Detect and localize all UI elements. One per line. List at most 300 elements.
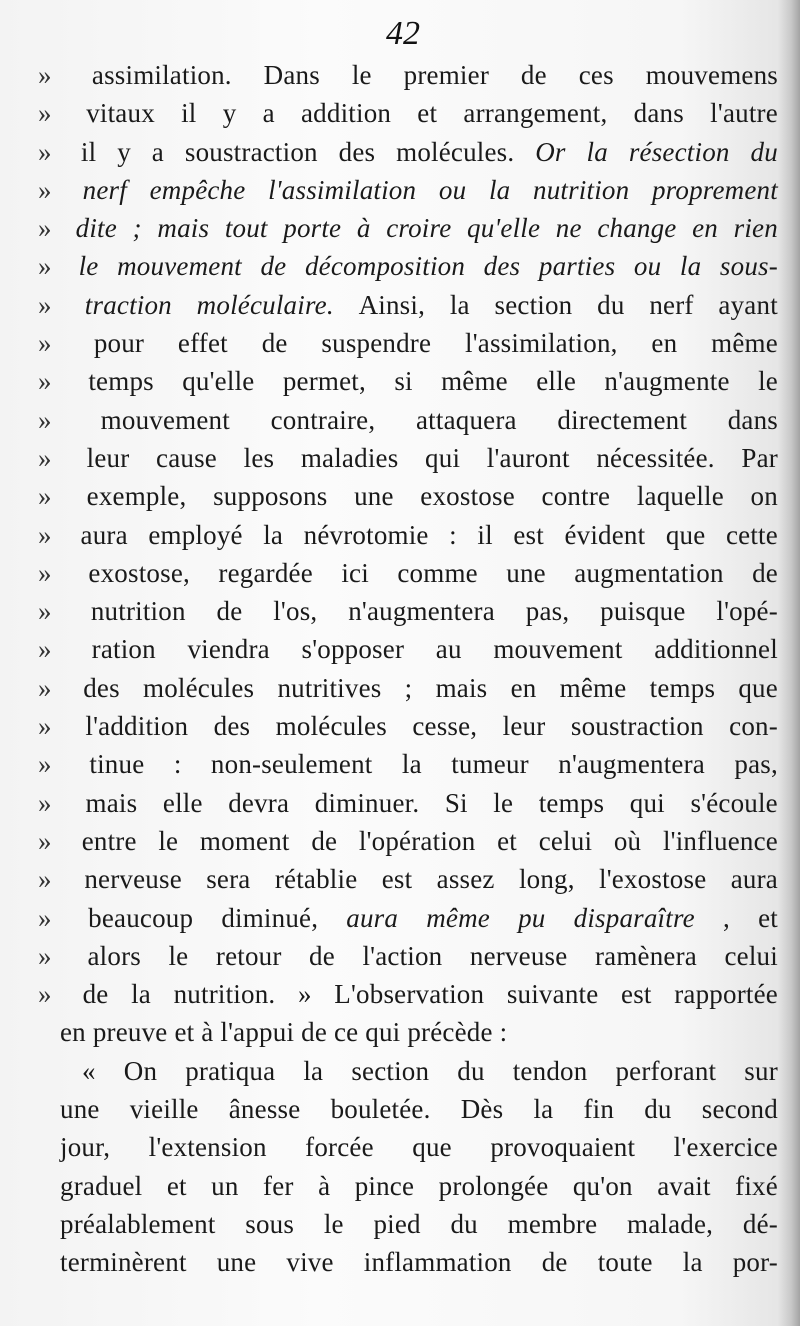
text-word: section: [494, 289, 573, 320]
text-word: supposons: [213, 481, 328, 512]
text-word: l'action: [362, 940, 443, 971]
text-line: [38, 745, 778, 783]
text-word: le: [351, 60, 372, 90]
text-word: addition: [301, 98, 392, 129]
text-word: si: [394, 366, 413, 397]
text-word: terminèrent: [60, 1247, 187, 1278]
text-line: [38, 477, 778, 515]
text-word: molécules.: [396, 136, 515, 167]
text-word: de: [752, 557, 778, 588]
text-word: molécules: [143, 672, 255, 703]
text-line: [38, 784, 778, 822]
text-word: tinue: [89, 749, 145, 780]
text-word: malade,: [627, 1208, 714, 1239]
text-word: moment: [199, 825, 290, 856]
text-word: l'addition: [85, 711, 189, 742]
guillemet-mark: »: [38, 366, 52, 397]
text-word: Par: [741, 442, 778, 473]
text-word: «: [82, 1055, 96, 1086]
text-word: une: [60, 1094, 100, 1125]
text-word: beaucoup: [88, 902, 194, 933]
text-word: leur: [502, 711, 546, 742]
text-word: des: [338, 136, 376, 167]
text-word: à: [318, 1170, 331, 1201]
guillemet-mark: »: [38, 749, 52, 780]
text-word: celui: [724, 940, 778, 971]
text-word: forcée: [305, 1132, 374, 1163]
text-word: traction: [84, 289, 172, 320]
page-edge-shadow: [778, 0, 800, 1326]
text-word: elle: [162, 787, 203, 818]
text-word: jour,: [60, 1132, 111, 1163]
text-word: directement: [557, 404, 688, 435]
text-word: et: [497, 825, 517, 856]
text-word: molécules: [275, 711, 387, 742]
text-word: il: [477, 519, 493, 550]
text-line: [38, 669, 778, 707]
text-line: [38, 439, 778, 477]
page-number: 42: [386, 15, 420, 52]
guillemet-mark: »: [38, 60, 52, 90]
text-line: [38, 209, 778, 247]
text-word: où: [613, 825, 642, 856]
text-word: qui: [425, 442, 461, 473]
text-word: des: [213, 711, 251, 742]
text-word: bouletée.: [330, 1094, 431, 1125]
text-word: mais: [157, 213, 210, 244]
text-word: additionnel: [654, 634, 778, 665]
text-word: soustraction: [570, 711, 704, 742]
text-word: perforant: [615, 1055, 717, 1086]
text-word: qu'elle: [467, 213, 541, 244]
text-word: rétablie: [274, 864, 358, 895]
guillemet-mark: »: [38, 864, 52, 895]
text-word: contre: [541, 481, 611, 512]
text-word: le: [758, 366, 778, 397]
text-word: alors: [87, 940, 141, 971]
text-word: qu'elle: [182, 366, 255, 397]
text-word: du: [450, 1208, 478, 1239]
text-word: et: [758, 902, 778, 933]
text-word: mais: [435, 672, 488, 703]
text-word: sera: [206, 864, 251, 895]
guillemet-mark: »: [38, 213, 52, 244]
text-word: tumeur: [451, 749, 529, 780]
text-word: provoquaient: [490, 1132, 636, 1163]
text-word: a: [262, 98, 275, 129]
text-word: nutrition: [533, 174, 630, 205]
text-word: aura: [80, 519, 128, 550]
text-word: pratiqua: [185, 1055, 276, 1086]
text-word: sous: [245, 1208, 295, 1239]
text-word: est: [513, 519, 544, 550]
text-word: même: [441, 366, 508, 397]
text-word: de: [82, 979, 109, 1010]
text-word: mais: [85, 787, 138, 818]
text-word: celui: [538, 825, 593, 856]
text-word: l'opération: [358, 825, 476, 856]
text-line: [38, 94, 778, 132]
text-word: du: [457, 1055, 485, 1086]
guillemet-mark: »: [38, 328, 52, 359]
text-word: augmentation: [574, 557, 724, 588]
text-word: empêche: [149, 174, 246, 205]
text-word: Dans: [263, 60, 320, 90]
text-word: toute: [597, 1247, 653, 1278]
text-word: nutrition: [90, 596, 186, 627]
text-word: une: [354, 481, 394, 512]
text-word: suivante: [506, 979, 599, 1010]
text-word: résection: [628, 136, 730, 167]
text-word: On: [123, 1055, 158, 1086]
text-word: graduel: [60, 1170, 143, 1201]
text-word: de: [261, 328, 288, 359]
text-word: de: [520, 60, 547, 90]
guillemet-mark: »: [38, 174, 52, 205]
text-word: mouvement: [100, 404, 230, 435]
text-word: Si: [444, 787, 468, 818]
text-word: fin: [583, 1094, 615, 1125]
text-word: dans: [633, 98, 684, 129]
text-line: [38, 1013, 778, 1051]
text-word: exostose,: [88, 557, 190, 588]
text-word: ration: [91, 634, 156, 665]
body-text: [38, 56, 778, 1282]
text-line: [38, 860, 778, 898]
text-word: que: [412, 1132, 452, 1163]
text-line: [38, 1243, 778, 1281]
text-word: »: [297, 979, 312, 1010]
text-word: por-: [732, 1247, 778, 1278]
text-word: la: [682, 1247, 703, 1278]
text-word: regardée: [218, 557, 313, 588]
guillemet-mark: »: [38, 519, 52, 550]
text-word: pour: [93, 328, 145, 359]
text-word: porte: [283, 213, 342, 244]
text-segment: en preuve et à l'appui de ce qui précède :: [60, 1017, 508, 1048]
text-word: croire: [386, 213, 452, 244]
text-line: [38, 56, 778, 94]
text-word: parties: [538, 251, 616, 282]
text-word: ici: [341, 557, 369, 588]
text-word: l'exercice: [673, 1132, 778, 1163]
text-word: sous-: [719, 251, 778, 282]
text-word: de: [309, 940, 335, 971]
text-line: [38, 899, 778, 937]
text-word: temps: [88, 366, 154, 397]
text-word: puisque: [600, 596, 686, 627]
text-word: il: [80, 136, 97, 167]
text-word: entre: [81, 825, 137, 856]
text-word: et: [417, 98, 438, 129]
guillemet-mark: »: [38, 442, 52, 473]
text-word: l'autre: [710, 98, 778, 129]
text-word: vive: [286, 1247, 334, 1278]
text-word: le: [158, 825, 179, 856]
guillemet-mark: »: [38, 481, 52, 512]
text-word: des: [83, 672, 120, 703]
text-word: con-: [729, 711, 778, 742]
text-word: elle: [536, 366, 577, 397]
text-word: vieille: [129, 1094, 199, 1125]
text-word: fer: [263, 1170, 294, 1201]
text-word: dite: [75, 213, 117, 244]
text-word: ayant: [718, 289, 778, 320]
text-word: assez: [436, 864, 495, 895]
text-line: [38, 707, 778, 745]
text-word: est: [621, 979, 652, 1010]
text-word: :: [173, 749, 182, 780]
text-word: vitaux: [86, 98, 155, 129]
guillemet-mark: »: [38, 251, 52, 282]
text-line: [38, 937, 778, 975]
text-word: temps: [649, 672, 716, 703]
text-word: la: [679, 251, 702, 282]
text-word: n'augmentera: [348, 596, 495, 627]
text-word: cesse,: [412, 711, 478, 742]
text-word: exostose: [420, 481, 515, 512]
text-word: le: [78, 251, 99, 282]
text-word: névrotomie: [303, 519, 429, 550]
text-word: employé: [148, 519, 243, 550]
text-word: ;: [132, 213, 142, 244]
text-word: la: [488, 174, 511, 205]
text-word: effet: [177, 328, 228, 359]
text-word: ânesse: [228, 1094, 301, 1125]
text-word: l'assimilation,: [465, 328, 618, 359]
text-word: du: [644, 1094, 672, 1125]
text-word: dé-: [742, 1208, 778, 1239]
text-line: [38, 362, 778, 400]
text-word: Or: [535, 136, 566, 167]
text-word: maladies: [300, 442, 399, 473]
text-word: de: [311, 825, 338, 856]
guillemet-mark: »: [38, 289, 52, 320]
text-word: non-seulement: [210, 749, 373, 780]
text-word: s'opposer: [301, 634, 405, 665]
text-word: mouvement: [117, 251, 242, 282]
text-word: premier: [403, 60, 490, 90]
text-word: ne: [555, 213, 582, 244]
text-line: [38, 975, 778, 1013]
text-word: ces: [578, 60, 614, 90]
text-word: ;: [404, 672, 413, 703]
guillemet-mark: »: [38, 634, 52, 665]
text-word: tendon: [512, 1055, 588, 1086]
text-line: [38, 1128, 778, 1166]
text-word: soustraction: [184, 136, 318, 167]
text-word: la: [449, 289, 470, 320]
text-word: pu: [518, 902, 546, 933]
text-line: [38, 286, 778, 324]
text-word: et: [166, 1170, 187, 1201]
text-word: la: [303, 1055, 324, 1086]
text-word: avait: [657, 1170, 711, 1201]
text-word: le: [493, 787, 514, 818]
text-word: le: [323, 1208, 344, 1239]
text-word: même: [711, 328, 778, 359]
text-word: à: [356, 213, 371, 244]
text-word: on: [750, 481, 778, 512]
text-word: a: [151, 136, 164, 167]
text-word: laquelle: [636, 481, 724, 512]
text-word: qui: [629, 787, 665, 818]
text-word: il: [181, 98, 197, 129]
text-word: long,: [518, 864, 575, 895]
text-word: nutritives: [277, 672, 382, 703]
text-word: viendra: [187, 634, 270, 665]
guillemet-mark: »: [38, 979, 52, 1010]
text-word: que: [738, 672, 778, 703]
text-word: pas,: [734, 749, 778, 780]
guillemet-mark: »: [38, 404, 52, 435]
text-word: décomposition: [304, 251, 466, 282]
text-word: Ainsi,: [358, 289, 426, 320]
text-word: la: [263, 519, 284, 550]
text-word: sur: [744, 1055, 778, 1086]
text-line: [38, 592, 778, 630]
text-word: ,: [722, 902, 730, 933]
text-word: une: [506, 557, 546, 588]
text-word: diminuer.: [314, 787, 420, 818]
text-word: le: [168, 940, 189, 971]
text-word: nerf: [82, 174, 127, 205]
guillemet-mark: »: [38, 940, 52, 971]
guillemet-mark: »: [38, 557, 52, 588]
text-word: l'assimilation: [268, 174, 417, 205]
text-word: l'os,: [273, 596, 318, 627]
text-word: de: [216, 596, 243, 627]
text-word: mouvemens: [645, 60, 778, 90]
guillemet-mark: »: [38, 902, 52, 933]
text-word: même: [426, 902, 490, 933]
text-word: l'influence: [662, 825, 778, 856]
text-line: [38, 324, 778, 362]
text-line: [38, 171, 778, 209]
text-word: évident: [564, 519, 646, 550]
text-line: [38, 1090, 778, 1128]
text-word: mouvement: [493, 634, 623, 665]
text-word: l'extension: [148, 1132, 267, 1163]
text-word: en: [651, 328, 678, 359]
text-word: en: [692, 213, 718, 244]
text-word: L'observation: [334, 979, 485, 1010]
text-line: [38, 1167, 778, 1205]
text-word: préalablement: [60, 1208, 216, 1239]
text-word: est: [381, 864, 413, 895]
text-line: [38, 822, 778, 860]
text-word: que: [665, 519, 706, 550]
text-word: section: [351, 1055, 430, 1086]
text-word: ou: [633, 251, 662, 282]
text-word: inflammation: [363, 1247, 512, 1278]
text-line: [38, 630, 778, 668]
text-line: [38, 133, 778, 171]
text-line: [38, 516, 778, 554]
text-word: aura: [346, 902, 399, 933]
text-word: de: [260, 251, 287, 282]
guillemet-mark: »: [38, 825, 52, 856]
text-word: temps: [538, 787, 605, 818]
guillemet-mark: »: [38, 596, 52, 627]
text-word: tout: [224, 213, 268, 244]
text-word: même: [559, 672, 627, 703]
text-word: nutrition.: [173, 979, 276, 1010]
text-line: [38, 554, 778, 592]
text-word: une: [216, 1247, 257, 1278]
text-word: la: [533, 1094, 554, 1125]
text-word: des: [483, 251, 521, 282]
text-word: permet,: [282, 366, 366, 397]
text-word: rapportée: [674, 979, 778, 1010]
text-word: du: [750, 136, 778, 167]
text-word: contraire,: [270, 404, 376, 435]
text-word: pied: [373, 1208, 421, 1239]
text-word: suspendre: [321, 328, 432, 359]
guillemet-mark: »: [38, 711, 52, 742]
text-word: de: [541, 1247, 568, 1278]
text-word: la: [131, 979, 151, 1010]
text-word: du: [597, 289, 625, 320]
text-word: nécessitée.: [596, 442, 715, 473]
text-word: l'opé-: [716, 596, 778, 627]
text-word: nerveuse: [84, 864, 182, 895]
text-word: retour: [215, 940, 282, 971]
text-word: arrangement,: [463, 98, 608, 129]
text-word: pas,: [525, 596, 570, 627]
text-word: l'auront: [486, 442, 570, 473]
text-word: s'écoule: [690, 787, 778, 818]
text-word: n'augmentera: [558, 749, 705, 780]
text-word: y: [117, 136, 131, 167]
guillemet-mark: »: [38, 672, 52, 703]
text-word: au: [435, 634, 462, 665]
text-word: assimilation.: [91, 60, 232, 90]
text-word: qu'on: [572, 1170, 633, 1201]
guillemet-mark: »: [38, 98, 52, 129]
text-word: y: [222, 98, 237, 129]
text-line: [38, 1052, 778, 1090]
guillemet-mark: »: [38, 136, 52, 167]
text-word: membre: [507, 1208, 598, 1239]
text-line: [38, 401, 778, 439]
text-word: second: [701, 1094, 778, 1125]
text-line: [38, 247, 778, 285]
text-word: pince: [354, 1170, 415, 1201]
text-word: un: [211, 1170, 239, 1201]
text-word: l'exostose: [599, 864, 707, 895]
text-word: prolongée: [438, 1170, 549, 1201]
text-word: Dès: [460, 1094, 504, 1125]
text-line: [38, 1205, 778, 1243]
text-word: n'augmente: [604, 366, 730, 397]
text-word: cause: [156, 442, 217, 473]
text-word: ramènera: [594, 940, 697, 971]
text-word: disparaître: [573, 902, 695, 933]
text-word: attaquera: [415, 404, 517, 435]
text-word: change: [597, 213, 677, 244]
text-word: proprement: [651, 174, 778, 205]
text-word: nerf: [649, 289, 694, 320]
text-word: en: [510, 672, 537, 703]
guillemet-mark: »: [38, 787, 52, 818]
text-word: cette: [725, 519, 778, 550]
text-word: :: [449, 519, 457, 550]
text-word: nerveuse: [469, 940, 568, 971]
text-word: devra: [228, 787, 290, 818]
text-word: moléculaire.: [196, 289, 334, 320]
text-word: dans: [727, 404, 778, 435]
